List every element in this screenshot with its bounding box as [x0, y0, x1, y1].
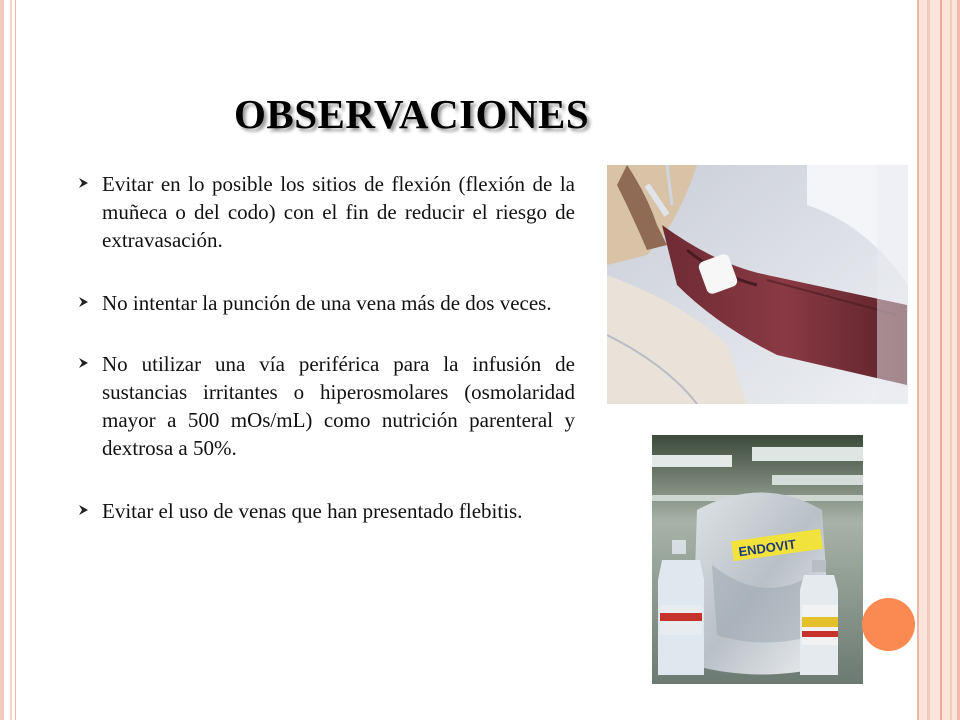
right-border-line	[940, 0, 942, 720]
slide-title: OBSERVACIONES	[234, 91, 590, 137]
bullet-item	[78, 170, 575, 254]
right-border-line	[917, 0, 919, 720]
infusion-products-photo	[652, 435, 863, 684]
left-border-line	[10, 0, 12, 720]
left-border-line	[15, 0, 16, 720]
arrow-bullet-icon	[78, 177, 89, 189]
bullet-text: No utilizar una vía periférica para la infusión de sustancias irritantes o hiperosmolares (osmolaridad mayor a 500 mOs/mL) como nutrición parenteral y dextrosa a 50%.	[102, 352, 575, 460]
bullet-text: Evitar el uso de venas que han presentado flebitis.	[102, 499, 523, 523]
bullet-item	[78, 497, 575, 525]
bottles-photo-image	[652, 435, 863, 684]
arm-photo-image	[607, 165, 908, 404]
extravasation-arm-photo	[607, 165, 908, 404]
arrow-bullet-icon	[78, 504, 89, 516]
right-border-line	[950, 0, 952, 720]
bullet-item	[78, 350, 575, 462]
orange-decorative-circle	[862, 598, 915, 651]
bullet-text: No intentar la punción de una vena más de dos veces.	[102, 291, 552, 315]
bag-label-text: ENDOVIT	[737, 536, 797, 560]
arrow-bullet-icon	[78, 357, 89, 369]
bullet-item	[78, 289, 575, 317]
bullet-list	[78, 170, 575, 560]
bullet-text: Evitar en lo posible los sitios de flexión (flexión de la muñeca o del codo) con el fin de reducir el riesgo de extravasación.	[102, 172, 575, 252]
right-border-line	[927, 0, 930, 720]
arrow-bullet-icon	[78, 296, 89, 308]
left-border-line	[0, 0, 4, 720]
right-border-band	[918, 0, 960, 720]
